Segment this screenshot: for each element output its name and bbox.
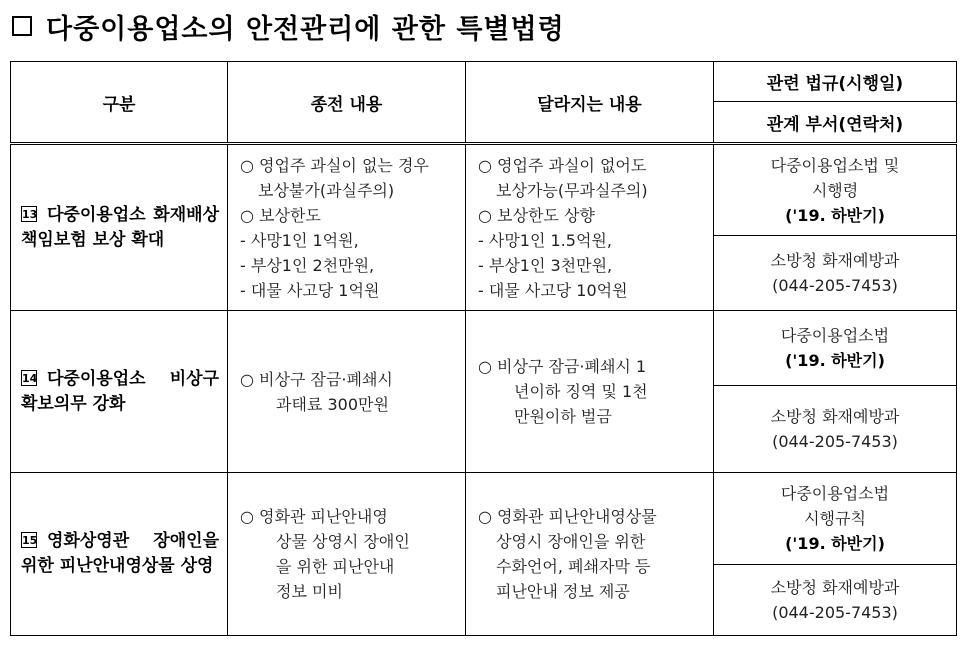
after-line: 수화언어, 폐쇄자막 등 <box>496 557 651 576</box>
page-title-text: 다중이용업소의 안전관리에 관한 특별법령 <box>46 13 565 45</box>
table-row <box>11 144 957 236</box>
row-number-badge: 15 <box>22 534 38 547</box>
checkbox-square-icon <box>12 16 32 36</box>
header-category: 구분 <box>11 62 228 144</box>
after-line: - 부상1인 3천만원, <box>478 255 613 275</box>
before-line: ○ 영업주 과실이 없는 경우 <box>240 155 429 175</box>
before-line: 정보 미비 <box>276 582 343 601</box>
row-category <box>11 473 228 636</box>
after-line: 만원이하 벌금 <box>514 407 612 426</box>
after-line: 상영시 장애인을 위한 <box>496 532 646 551</box>
after-line: ○ 영화관 피난안내영상물 <box>478 507 657 526</box>
header-before: 종전 내용 <box>228 62 466 144</box>
page-title <box>12 6 565 46</box>
before-line: 과태료 300만원 <box>276 394 389 414</box>
law-line: 다중이용업소법 <box>780 484 890 503</box>
row-law <box>714 311 957 386</box>
dept-name: 소방청 화재예방과 <box>770 578 900 597</box>
row-category-text: 영화상영관 장애인을 위한 피난안내영상물 상영 <box>21 531 219 576</box>
before-line: - 부상1인 2천만원, <box>240 255 375 275</box>
row-dept <box>714 236 957 311</box>
before-line: 상물 상영시 장애인 <box>276 532 410 551</box>
before-line: ○ 보상한도 <box>240 205 321 225</box>
row-after <box>466 473 714 636</box>
row-before <box>228 311 466 473</box>
before-line: ○ 영화관 피난안내영 <box>240 507 388 526</box>
table-row <box>11 311 957 386</box>
before-line: - 대물 사고당 1억원 <box>240 280 380 300</box>
before-line: ○ 비상구 잠금·폐쇄시 <box>240 369 393 389</box>
row-law <box>714 144 957 236</box>
after-line: ○ 보상한도 상향 <box>478 205 595 225</box>
row-number-badge: 13 <box>22 207 38 221</box>
row-category-text: 다중이용업소 화재배상책임보험 보상 확대 <box>21 204 219 250</box>
dept-phone: (044-205-7453) <box>772 603 898 622</box>
row-before <box>228 473 466 636</box>
after-line: ○ 영업주 과실이 없어도 <box>478 155 647 175</box>
row-dept <box>714 386 957 473</box>
after-line: ○ 비상구 잠금·폐쇄시 1 <box>478 357 647 376</box>
law-effective-date: ('19. 하반기) <box>785 534 885 553</box>
after-line: 년이하 징역 및 1천 <box>514 382 648 401</box>
after-line: 피난안내 정보 제공 <box>496 582 630 601</box>
law-line: 시행령 <box>811 180 859 200</box>
header-law: 관련 법규(시행일) <box>714 62 957 102</box>
after-line: - 대물 사고당 10억원 <box>478 280 628 300</box>
row-after <box>466 144 714 311</box>
table-header <box>11 62 957 144</box>
law-line: 시행규칙 <box>804 509 866 528</box>
header-dept: 관계 부서(연락처) <box>714 102 957 144</box>
after-line: - 사망1인 1.5억원, <box>478 230 612 250</box>
row-number-badge: 14 <box>22 371 38 385</box>
before-line: - 사망1인 1억원, <box>240 230 359 250</box>
law-line: 다중이용업소법 및 <box>770 155 900 175</box>
law-effective-date: ('19. 하반기) <box>785 205 885 225</box>
row-after <box>466 311 714 473</box>
law-effective-date: ('19. 하반기) <box>785 351 885 370</box>
law-line: 다중이용업소법 <box>780 326 890 345</box>
row-category <box>11 144 228 311</box>
row-dept <box>714 565 957 636</box>
header-after: 달라지는 내용 <box>466 62 714 144</box>
table-row <box>11 473 957 565</box>
regulation-table <box>10 61 957 636</box>
row-category <box>11 311 228 473</box>
before-line: 보상불가(과실주의) <box>258 180 395 200</box>
row-before <box>228 144 466 311</box>
dept-name: 소방청 화재예방과 <box>770 407 900 426</box>
row-category-text: 다중이용업소 비상구 확보의무 강화 <box>21 368 219 414</box>
dept-phone: (044-205-7453) <box>772 432 898 451</box>
before-line: 을 위한 피난안내 <box>276 557 395 576</box>
dept-name: 소방청 화재예방과 <box>770 251 900 270</box>
dept-phone: (044-205-7453) <box>772 276 898 295</box>
row-law <box>714 473 957 565</box>
after-line: 보상가능(무과실주의) <box>496 180 648 200</box>
